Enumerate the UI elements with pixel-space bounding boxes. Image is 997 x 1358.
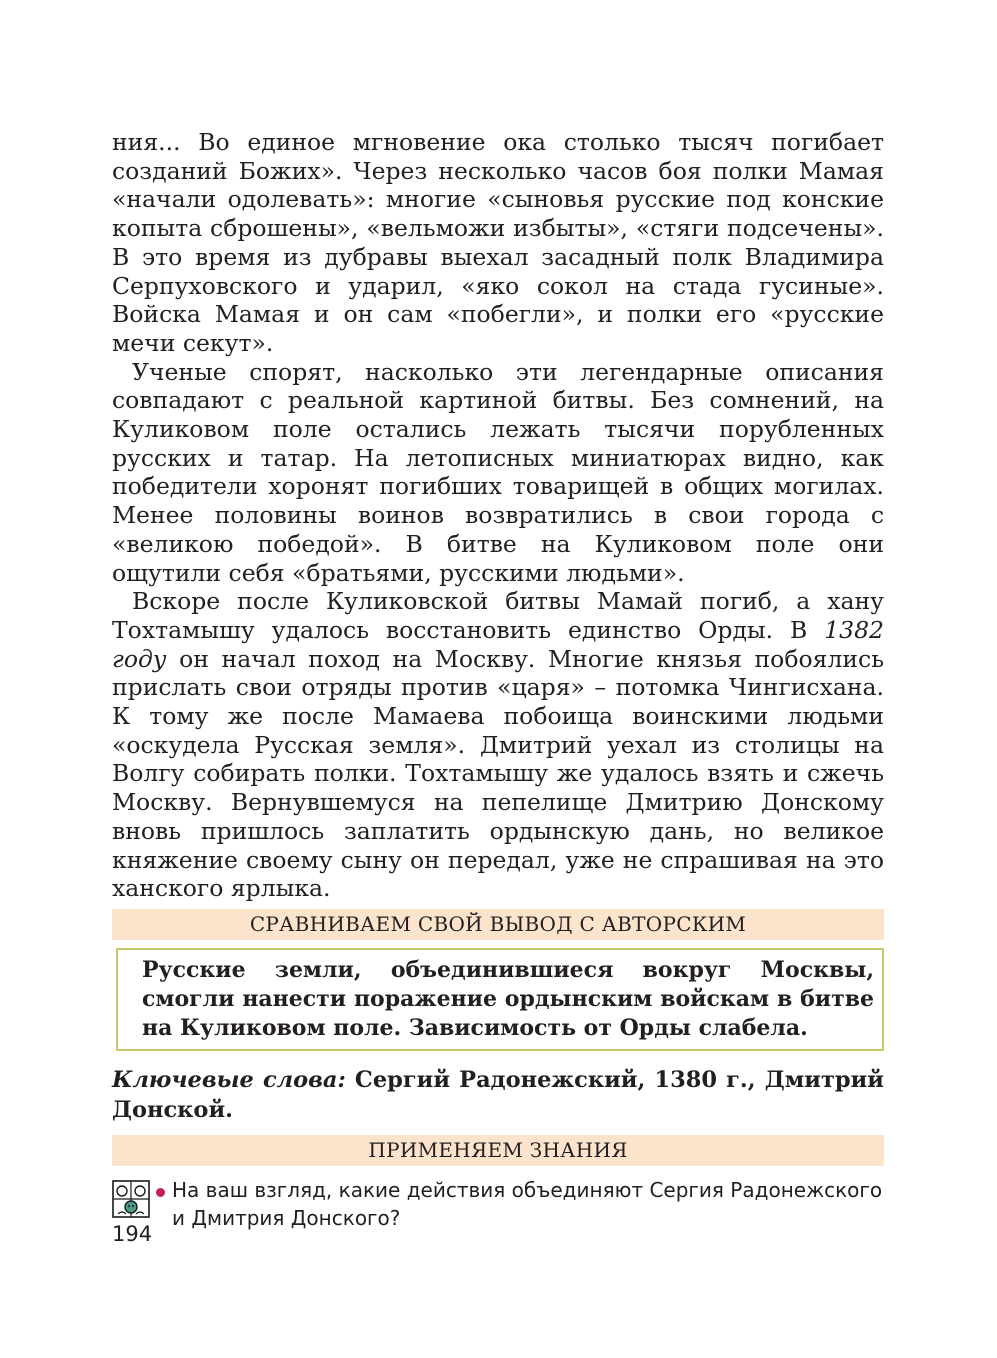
task-bullet — [156, 1188, 165, 1197]
paragraph-1: ния... Во единое мгновение ока столько тысяч погибает созданий Божих». Через несколько часов боя полки Мамая «начали одолевать»: многие «сыновья русские под конские копыта сброшены», «вельможи избыты», «стяги подсечены». В это время из дубравы выехал засадный полк Владимира Серпуховского и ударил, «яко сокол на стада гусиные». Войска Мамая и он сам «побегли», и полки его «русские мечи секут». — [112, 128, 884, 357]
keywords-label: Ключевые слова: — [112, 1066, 346, 1093]
paragraph-3-part-2: он начал поход на Москву. Многие князья побоялись прислать свои отряды против «царя» – потомка Чингисхана. К тому же после Мамаева побоища воинскими людьми «оскудела Русская земля». Дмитрий уехал из столицы на Волгу собирать полки. Тохтамышу же удалось взять и сжечь Москву. Вернувшемуся на пепелище Дмитрию Донскому вновь пришлось заплатить ордынскую дань, но великое княжение своему сыну он передал, уже не спрашивая на это ханского ярлыка. — [112, 644, 884, 903]
task-item — [112, 1176, 884, 1232]
page-number: 194 — [112, 1222, 153, 1246]
discussion-faces-icon — [112, 1180, 150, 1218]
compare-section-heading: СРАВНИВАЕМ СВОЙ ВЫВОД С АВТОРСКИМ — [112, 909, 884, 940]
keywords-block — [112, 1065, 884, 1125]
author-conclusion-box: Русские земли, объединившиеся вокруг Москвы, смогли нанести поражение ордынским войскам в битве на Куликовом поле. Зависимость от Орды слабела. — [116, 948, 884, 1051]
year-1382-italic: 1382 году — [112, 615, 884, 673]
page-content — [112, 128, 884, 1232]
paragraph-3 — [112, 587, 884, 903]
keywords-text: Сергий Радонежский, 1380 г., Дмитрий Донской. — [112, 1066, 884, 1123]
paragraph-2: Ученые спорят, насколько эти легендарные описания совпадают с реальной картиной битвы. Без сомнений, на Куликовом поле остались лежать тысячи порубленных русских и татар. На летописных миниатюрах видно, как победители хоронят погибших товарищей в общих могилах. Менее половины воинов возвратились в свои города с «великою победой». В битве на Куликовом поле они ощутили себя «братьями, русскими людьми». — [112, 357, 884, 587]
paragraph-3-part-1: Вскоре после Куликовской битвы Мамай погиб, а хану Тохтамышу удалось восстановить единство Орды. В — [112, 587, 884, 644]
apply-section-heading: ПРИМЕНЯЕМ ЗНАНИЯ — [112, 1135, 884, 1166]
task-text: На ваш взгляд, какие действия объединяют Сергия Радонежского и Дмитрия Донского? — [172, 1177, 883, 1230]
